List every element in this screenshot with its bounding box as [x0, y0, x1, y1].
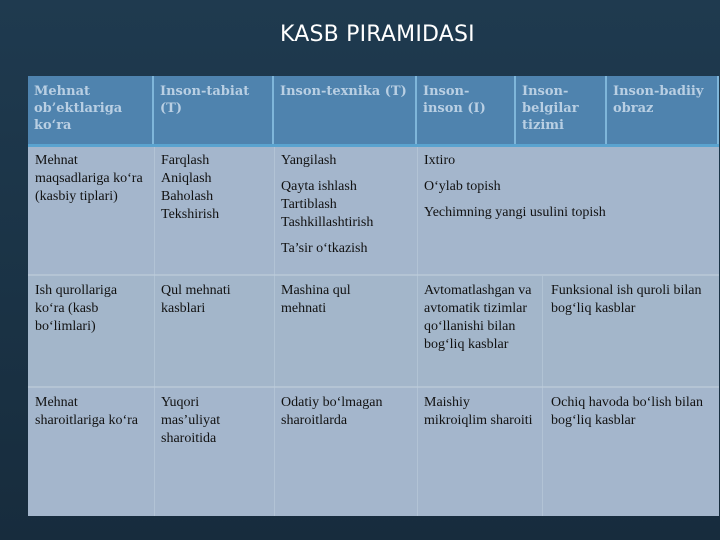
list-item: O‘ylab topish — [424, 179, 501, 194]
header-cell-human-art: Inson-badiiy obraz — [607, 76, 719, 144]
cell-goals-human — [424, 152, 714, 222]
list-item: Tekshirish — [161, 207, 220, 222]
list-item: Yechimning yangi usulini topish — [424, 205, 606, 220]
row-label-goals: Mehnat maqsadlariga ko‘ra (kasbiy tiplari) — [35, 153, 143, 204]
column-divider — [274, 147, 275, 516]
list-item: Farqlash — [161, 153, 210, 168]
cell-tools-human: Avtomatlashgan va avtomatik tizimlar qo‘llanishi bilan bog‘liq kasblar — [424, 283, 532, 352]
header-cell-work-objects: Mehnat ob’ektlariga ko‘ra — [28, 76, 154, 144]
cell-conditions-technics: Odatiy bo‘lmagan sharoitlarda — [281, 395, 383, 428]
list-item: Aniqlash — [161, 171, 212, 186]
header-cell-human-nature: Inson-tabiat (T) — [154, 76, 274, 144]
page-title: KASB PIRAMIDASI — [280, 22, 475, 47]
list-item: Qayta ishlash — [281, 179, 357, 194]
row-label-conditions: Mehnat sharoitlariga ko‘ra — [35, 395, 139, 428]
list-item: Ixtiro — [424, 153, 456, 168]
column-divider — [417, 147, 418, 516]
column-divider — [154, 147, 155, 516]
cell-tools-nature: Qul mehnati kasblari — [161, 283, 231, 316]
list-item: Yangilash — [281, 153, 337, 168]
list-item: Baholash — [161, 189, 214, 204]
cell-conditions-human: Maishiy mikroiqlim sharoiti — [424, 395, 533, 428]
list-item: Ta’sir o‘tkazish — [281, 241, 368, 256]
cell-conditions-nature: Yuqori mas’uliyat sharoitida — [161, 395, 221, 446]
list-item: Tartiblash — [281, 197, 337, 212]
cell-goals-nature — [161, 152, 271, 224]
row-label-tools: Ish qurollariga ko‘ra (kasb bo‘limlari) — [35, 283, 118, 334]
column-divider — [542, 276, 543, 516]
header-cell-human-technics: Inson-texnika (T) — [274, 76, 417, 144]
header-cell-human-signs: Inson-belgilar tizimi — [516, 76, 607, 144]
cell-tools-signs: Funksional ish quroli bilan bog‘liq kasblar — [551, 283, 702, 316]
cell-tools-technics: Mashina qul mehnati — [281, 283, 351, 316]
header-cell-human-human: Inson-inson (I) — [417, 76, 516, 144]
profession-pyramid-table — [28, 76, 719, 516]
cell-conditions-signs: Ochiq havoda bo‘lish bilan bog‘liq kasblar — [551, 395, 704, 428]
list-item: Tashkillashtirish — [281, 215, 374, 230]
cell-goals-technics — [281, 152, 415, 258]
